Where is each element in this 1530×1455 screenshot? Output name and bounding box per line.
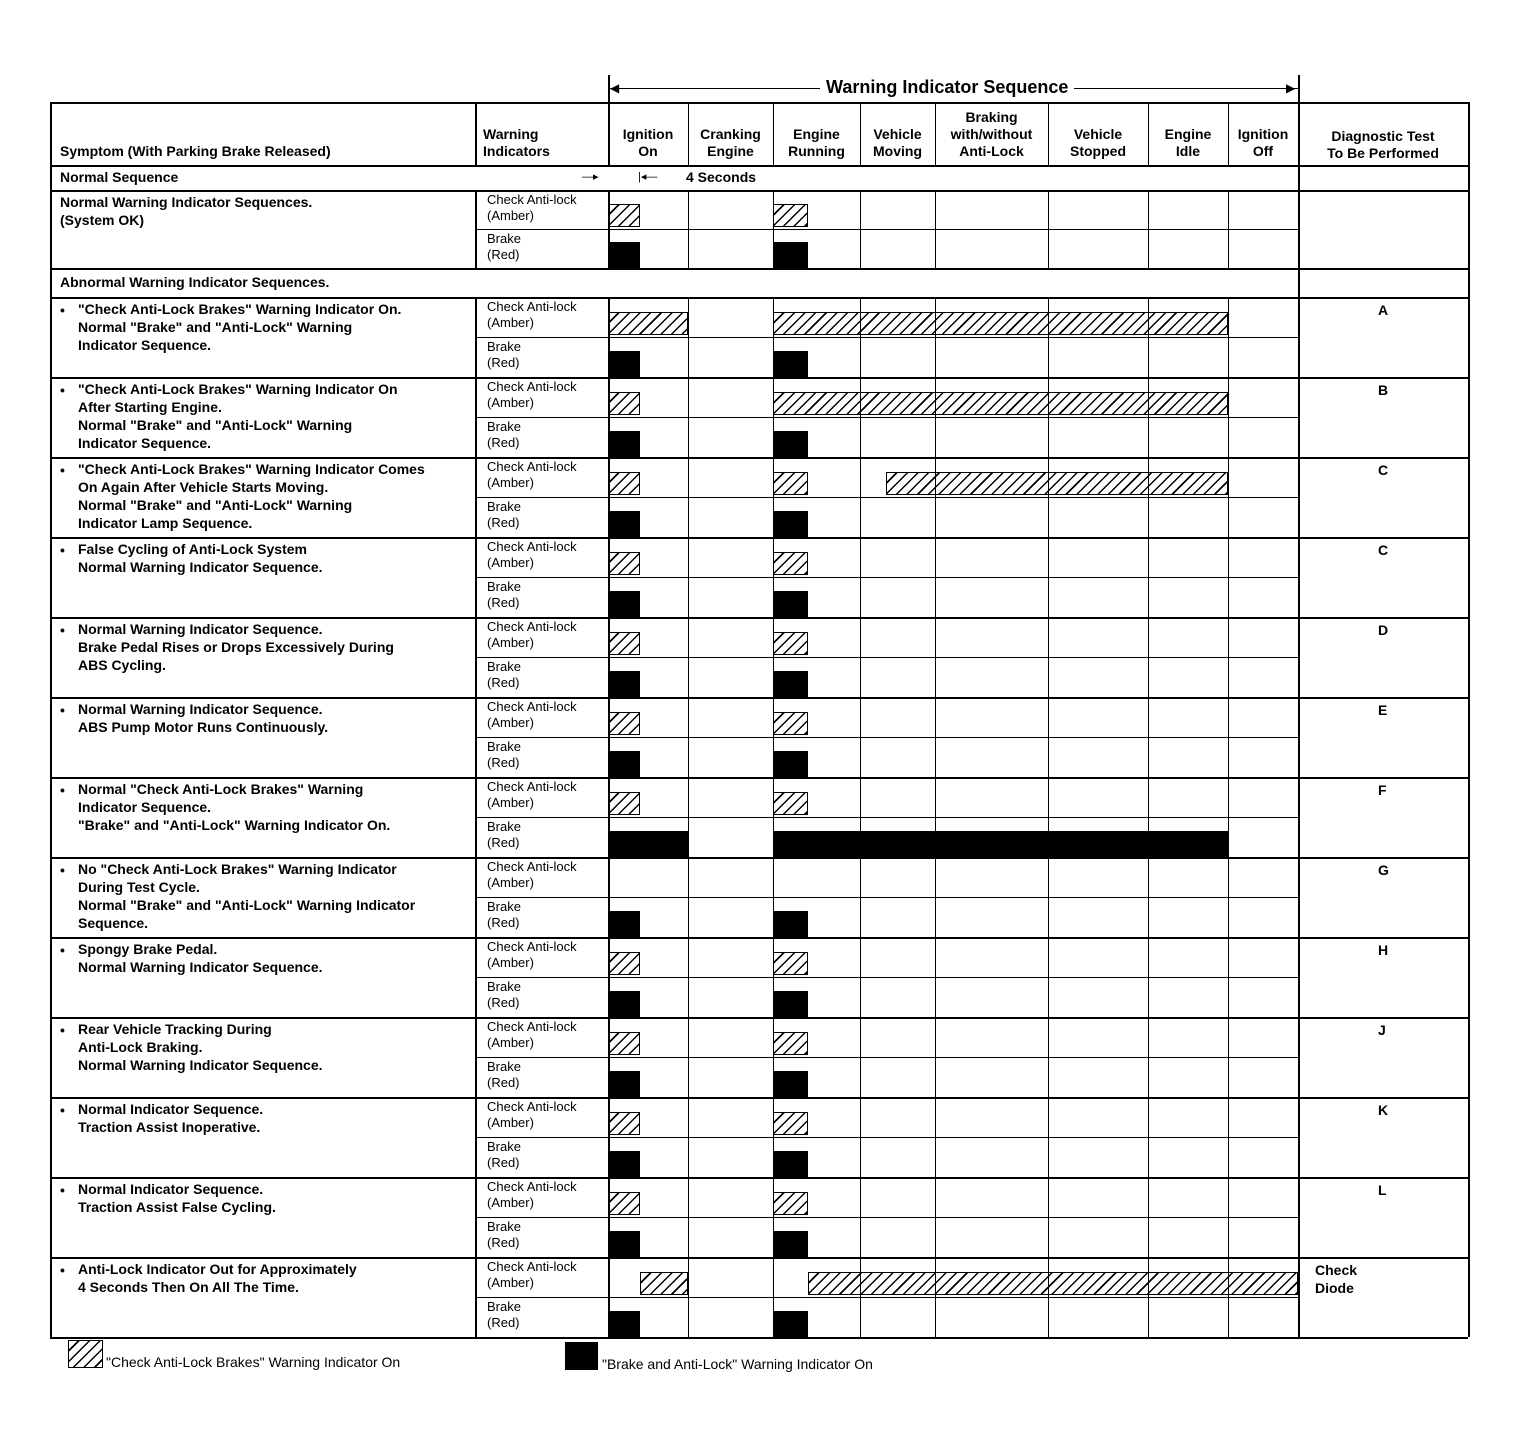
- phase-divider: [1228, 857, 1229, 937]
- header-phase: Cranking Engine: [700, 126, 761, 159]
- red-indicator-bar: [608, 1151, 640, 1177]
- sub-row-divider: [475, 1137, 1298, 1138]
- phase-divider: [1048, 297, 1049, 377]
- phase-divider: [773, 1177, 774, 1257]
- phase-divider: [1048, 617, 1049, 697]
- amber-indicator-bar: [608, 1192, 640, 1215]
- bullet-icon: •: [60, 782, 65, 798]
- symptom-text: Normal Indicator Sequence. Traction Assist False Cycling.: [78, 1181, 276, 1215]
- amber-indicator-bar: [640, 1272, 688, 1295]
- bullet-icon: •: [60, 1262, 65, 1278]
- amber-indicator-bar: [773, 1032, 808, 1055]
- row-divider: [50, 937, 1468, 939]
- column-divider: [475, 102, 477, 165]
- symptom-text: False Cycling of Anti-Lock System Normal Warning Indicator Sequence.: [78, 541, 323, 575]
- red-indicator-bar: [773, 1151, 808, 1177]
- red-indicator-bar: [773, 431, 808, 457]
- red-indicator-bar: [608, 671, 640, 697]
- sequence-title: Warning Indicator Sequence: [820, 77, 1074, 98]
- phase-divider: [773, 537, 774, 617]
- phase-divider: [1048, 1097, 1049, 1177]
- amber-indicator-bar: [773, 1112, 808, 1135]
- phase-divider: [1048, 537, 1049, 617]
- phase-divider: [1228, 1177, 1229, 1257]
- phase-divider: [1228, 297, 1229, 377]
- header-indicators: Warning Indicators: [483, 126, 550, 159]
- row-divider: [50, 1177, 1468, 1179]
- amber-indicator-bar: [608, 712, 640, 735]
- phase-divider: [935, 102, 936, 165]
- phase-divider: [1228, 1257, 1229, 1337]
- amber-indicator-bar: [773, 632, 808, 655]
- red-indicator-bar: [773, 511, 808, 537]
- phase-divider: [688, 537, 689, 617]
- bullet-icon: •: [60, 622, 65, 638]
- red-indicator-bar: [773, 1231, 808, 1257]
- row-divider: [50, 297, 1468, 299]
- abnormal-sequence-label: Abnormal Warning Indicator Sequences.: [60, 274, 330, 290]
- column-divider: [1468, 102, 1470, 1337]
- arrow-right-icon: ▶: [1286, 81, 1296, 95]
- phase-divider: [773, 857, 774, 937]
- phase-divider: [688, 937, 689, 1017]
- bullet-icon: •: [60, 942, 65, 958]
- symptom-text: "Check Anti-Lock Brakes" Warning Indicator Comes On Again After Vehicle Starts Moving. Normal "Brake" and "Anti-Lock" Warning Indicator Lamp Sequence.: [78, 461, 425, 531]
- header-phase: Engine Idle: [1164, 126, 1212, 159]
- sub-row-divider: [475, 1217, 1298, 1218]
- red-indicator-bar: [773, 242, 808, 268]
- phase-divider: [688, 102, 689, 165]
- symptom-text: Anti-Lock Indicator Out for Approximately 4 Seconds Then On All The Time.: [78, 1261, 357, 1295]
- indicator-amber-label: Check Anti-lock (Amber): [487, 539, 577, 570]
- symptom-text: Normal "Check Anti-Lock Brakes" Warning Indicator Sequence. "Brake" and "Anti-Lock" Warning Indicator On.: [78, 781, 391, 833]
- symptom-text: No "Check Anti-Lock Brakes" Warning Indicator During Test Cycle. Normal "Brake" and "Anti-Lock" Warning Indicator Sequence.: [78, 861, 416, 931]
- amber-indicator-bar: [808, 1272, 1298, 1295]
- indicator-amber-label: Check Anti-lock (Amber): [487, 459, 577, 490]
- phase-divider: [860, 1257, 861, 1337]
- phase-divider: [1148, 1017, 1149, 1097]
- row-divider: [50, 165, 1468, 167]
- phase-divider: [935, 537, 936, 617]
- phase-divider: [688, 190, 689, 268]
- amber-indicator-bar: [773, 1192, 808, 1215]
- indicator-amber-label: Check Anti-lock (Amber): [487, 1099, 577, 1130]
- header-phase: Ignition On: [622, 126, 674, 159]
- phase-divider: [935, 1177, 936, 1257]
- sub-row-divider: [475, 577, 1298, 578]
- phase-divider: [773, 190, 774, 268]
- phase-divider: [1228, 617, 1229, 697]
- legend-solid-swatch: [565, 1342, 598, 1370]
- header-phase: Vehicle Stopped: [1070, 126, 1126, 159]
- sub-row-divider: [475, 737, 1298, 738]
- phase-divider: [688, 697, 689, 777]
- amber-indicator-bar: [608, 792, 640, 815]
- bullet-icon: •: [60, 1182, 65, 1198]
- phase-divider: [773, 697, 774, 777]
- red-indicator-bar: [608, 1311, 640, 1337]
- amber-indicator-bar: [608, 1112, 640, 1135]
- red-indicator-bar: [773, 351, 808, 377]
- indicator-red-label: Brake (Red): [487, 739, 521, 770]
- phase-divider: [1228, 457, 1229, 537]
- diagnostic-test: E: [1378, 702, 1388, 718]
- diagnostic-test: C: [1378, 462, 1389, 478]
- phase-divider: [1148, 857, 1149, 937]
- phase-divider: [688, 1177, 689, 1257]
- indicator-red-label: Brake (Red): [487, 899, 521, 930]
- phase-divider: [1228, 777, 1229, 857]
- diagnostic-test: F: [1378, 782, 1387, 798]
- amber-indicator-bar: [608, 1032, 640, 1055]
- indicator-amber-label: Check Anti-lock (Amber): [487, 1259, 577, 1290]
- sub-row-divider: [475, 1057, 1298, 1058]
- column-divider: [608, 102, 610, 165]
- phase-divider: [773, 937, 774, 1017]
- symptom-text: Normal Warning Indicator Sequence. ABS Pump Motor Runs Continuously.: [78, 701, 329, 735]
- amber-indicator-bar: [773, 312, 1228, 335]
- sequence-end-tick: [1298, 75, 1300, 103]
- indicator-red-label: Brake (Red): [487, 419, 521, 450]
- amber-indicator-bar: [608, 632, 640, 655]
- bullet-icon: •: [60, 1102, 65, 1118]
- sub-row-divider: [475, 657, 1298, 658]
- phase-divider: [1048, 457, 1049, 537]
- amber-indicator-bar: [608, 952, 640, 975]
- red-indicator-bar: [773, 1071, 808, 1097]
- phase-divider: [860, 857, 861, 937]
- phase-divider: [860, 537, 861, 617]
- phase-divider: [860, 617, 861, 697]
- phase-divider: [935, 190, 936, 268]
- bullet-icon: •: [60, 862, 65, 878]
- amber-indicator-bar: [608, 392, 640, 415]
- sub-row-divider: [475, 497, 1298, 498]
- bullet-icon: •: [60, 302, 65, 318]
- phase-divider: [860, 1177, 861, 1257]
- phase-divider: [935, 777, 936, 857]
- phase-divider: [773, 617, 774, 697]
- bullet-icon: •: [60, 1022, 65, 1038]
- amber-indicator-bar: [773, 472, 808, 495]
- phase-divider: [1148, 1097, 1149, 1177]
- red-indicator-bar: [608, 511, 640, 537]
- phase-divider: [935, 1017, 936, 1097]
- red-indicator-bar: [608, 591, 640, 617]
- sub-row-divider: [475, 417, 1298, 418]
- amber-indicator-bar: [773, 204, 808, 227]
- phase-divider: [935, 457, 936, 537]
- phase-divider: [1048, 857, 1049, 937]
- phase-divider: [935, 297, 936, 377]
- amber-indicator-bar: [773, 792, 808, 815]
- phase-divider: [1048, 697, 1049, 777]
- phase-divider: [688, 1017, 689, 1097]
- phase-divider: [773, 102, 774, 165]
- indicator-red-label: Brake (Red): [487, 1219, 521, 1250]
- indicator-red-label: Brake (Red): [487, 339, 521, 370]
- indicator-amber-label: Check Anti-lock (Amber): [487, 779, 577, 810]
- header-phase: Ignition Off: [1237, 126, 1289, 159]
- symptom-text: "Check Anti-Lock Brakes" Warning Indicator On. Normal "Brake" and "Anti-Lock" Warning Indicator Sequence.: [78, 301, 402, 353]
- arrow-left-icon: ◀: [610, 81, 620, 95]
- phase-divider: [773, 1097, 774, 1177]
- indicator-red-label: Brake (Red): [487, 499, 521, 530]
- row-divider: [50, 377, 1468, 379]
- bullet-icon: •: [60, 542, 65, 558]
- four-seconds-label: 4 Seconds: [686, 169, 757, 185]
- phase-divider: [1148, 1177, 1149, 1257]
- phase-divider: [688, 1097, 689, 1177]
- amber-indicator-bar: [608, 472, 640, 495]
- red-indicator-bar: [608, 991, 640, 1017]
- indicator-amber-label: Check Anti-lock (Amber): [487, 859, 577, 890]
- phase-divider: [935, 617, 936, 697]
- indicator-red-label: Brake (Red): [487, 979, 521, 1010]
- phase-divider: [1148, 457, 1149, 537]
- header-symptom: Symptom (With Parking Brake Released): [60, 143, 331, 159]
- symptom-text: Rear Vehicle Tracking During Anti-Lock Braking. Normal Warning Indicator Sequence.: [78, 1021, 323, 1073]
- phase-divider: [860, 777, 861, 857]
- phase-divider: [688, 857, 689, 937]
- row-divider: [50, 1257, 1468, 1259]
- phase-divider: [1048, 1177, 1049, 1257]
- diagnostic-test: A: [1378, 302, 1389, 318]
- phase-divider: [860, 457, 861, 537]
- red-indicator-bar: [608, 1231, 640, 1257]
- diagnostic-test: C: [1378, 542, 1389, 558]
- diagnostic-test: L: [1378, 1182, 1387, 1198]
- phase-divider: [1148, 1257, 1149, 1337]
- phase-divider: [1148, 937, 1149, 1017]
- indicator-amber-label: Check Anti-lock (Amber): [487, 619, 577, 650]
- phase-divider: [860, 1097, 861, 1177]
- phase-divider: [1048, 190, 1049, 268]
- diagnostic-test: B: [1378, 382, 1389, 398]
- bullet-icon: •: [60, 382, 65, 398]
- phase-divider: [1148, 102, 1149, 165]
- phase-divider: [935, 697, 936, 777]
- phase-divider: [860, 190, 861, 268]
- amber-indicator-bar: [608, 552, 640, 575]
- phase-divider: [860, 937, 861, 1017]
- phase-divider: [688, 617, 689, 697]
- phase-divider: [1228, 102, 1229, 165]
- row-divider: [50, 457, 1468, 459]
- red-indicator-bar: [773, 591, 808, 617]
- phase-divider: [935, 1257, 936, 1337]
- row-divider: [50, 777, 1468, 779]
- amber-indicator-bar: [773, 952, 808, 975]
- phase-divider: [1228, 1097, 1229, 1177]
- phase-divider: [1148, 537, 1149, 617]
- red-indicator-bar: [608, 242, 640, 268]
- legend-hatched-swatch: [68, 1340, 103, 1368]
- indicator-red-label: Brake (Red): [487, 1139, 521, 1170]
- phase-divider: [935, 937, 936, 1017]
- sub-row-divider: [475, 977, 1298, 978]
- diagnostic-test: D: [1378, 622, 1389, 638]
- normal-sequence-label: Normal Sequence: [60, 169, 179, 185]
- phase-divider: [773, 777, 774, 857]
- phase-divider: [1228, 937, 1229, 1017]
- symptom-text: Normal Warning Indicator Sequence. Brake Pedal Rises or Drops Excessively During ABS Cycling.: [78, 621, 394, 673]
- amber-indicator-bar: [608, 312, 688, 335]
- indicator-red-label: Brake (Red): [487, 819, 521, 850]
- row-divider: [50, 697, 1468, 699]
- column-divider: [475, 190, 477, 268]
- red-indicator-bar: [773, 671, 808, 697]
- phase-divider: [688, 377, 689, 457]
- symptom-text: "Check Anti-Lock Brakes" Warning Indicator On After Starting Engine. Normal "Brake" and "Anti-Lock" Warning Indicator Sequence.: [78, 381, 398, 451]
- phase-divider: [773, 1017, 774, 1097]
- legend-hatched-label: "Check Anti-Lock Brakes" Warning Indicator On: [106, 1354, 401, 1370]
- phase-divider: [860, 377, 861, 457]
- indicator-amber-label: Check Anti-lock (Amber): [487, 699, 577, 730]
- symptom-text: Normal Warning Indicator Sequences. (System OK): [60, 194, 313, 228]
- diagnostic-test: K: [1378, 1102, 1389, 1118]
- phase-divider: [688, 1257, 689, 1337]
- row-divider: [50, 1097, 1468, 1099]
- symptom-text: Spongy Brake Pedal. Normal Warning Indicator Sequence.: [78, 941, 323, 975]
- phase-divider: [1048, 102, 1049, 165]
- legend-solid-label: "Brake and Anti-Lock" Warning Indicator On: [602, 1356, 873, 1372]
- indicator-red-label: Brake (Red): [487, 659, 521, 690]
- phase-divider: [1148, 617, 1149, 697]
- phase-divider: [1148, 377, 1149, 457]
- red-indicator-bar: [608, 751, 640, 777]
- amber-indicator-bar: [773, 392, 1228, 415]
- four-seconds-marker: |◂—: [638, 171, 658, 183]
- phase-divider: [1048, 937, 1049, 1017]
- header-phase: Vehicle Moving: [873, 126, 922, 159]
- row-divider: [50, 190, 1468, 192]
- phase-divider: [773, 457, 774, 537]
- row-divider: [50, 1017, 1468, 1019]
- red-indicator-bar: [773, 1311, 808, 1337]
- diagnostic-test: G: [1378, 862, 1389, 878]
- phase-divider: [1228, 537, 1229, 617]
- phase-divider: [1048, 777, 1049, 857]
- arrow-right-icon: —▸: [582, 171, 599, 183]
- header-phase: Engine Running: [788, 126, 845, 159]
- phase-divider: [1148, 297, 1149, 377]
- phase-divider: [688, 777, 689, 857]
- red-indicator-bar: [608, 431, 640, 457]
- sub-row-divider: [475, 337, 1298, 338]
- phase-divider: [1228, 190, 1229, 268]
- phase-divider: [1148, 190, 1149, 268]
- phase-divider: [773, 377, 774, 457]
- phase-divider: [773, 1257, 774, 1337]
- phase-divider: [1048, 1257, 1049, 1337]
- indicator-amber-label: Check Anti-lock (Amber): [487, 1179, 577, 1210]
- indicator-amber-label: Check Anti-lock (Amber): [487, 939, 577, 970]
- phase-divider: [1228, 1017, 1229, 1097]
- phase-divider: [935, 377, 936, 457]
- indicator-red-label: Brake (Red): [487, 579, 521, 610]
- row-divider: [50, 857, 1468, 859]
- diagnostic-test: J: [1378, 1022, 1386, 1038]
- header-phase: Braking with/without Anti-Lock: [950, 109, 1033, 159]
- phase-divider: [860, 297, 861, 377]
- phase-divider: [688, 297, 689, 377]
- phase-divider: [1228, 377, 1229, 457]
- phase-divider: [773, 297, 774, 377]
- column-divider: [1298, 102, 1300, 1337]
- red-indicator-bar: [608, 911, 640, 937]
- amber-indicator-bar: [773, 712, 808, 735]
- sub-row-divider: [475, 1297, 1298, 1298]
- indicator-amber-label: Check Anti-lock (Amber): [487, 379, 577, 410]
- indicator-amber-label: Check Anti-lock (Amber): [487, 299, 577, 330]
- phase-divider: [935, 857, 936, 937]
- red-indicator-bar: [608, 831, 688, 857]
- phase-divider: [1228, 697, 1229, 777]
- indicator-red-label: Brake (Red): [487, 1299, 521, 1330]
- row-divider: [50, 1337, 1468, 1339]
- sub-row-divider: [475, 229, 1298, 230]
- diagnostic-test: H: [1378, 942, 1389, 958]
- column-divider: [608, 190, 610, 268]
- phase-divider: [860, 1017, 861, 1097]
- phase-divider: [1148, 697, 1149, 777]
- sub-row-divider: [475, 897, 1298, 898]
- amber-indicator-bar: [608, 204, 640, 227]
- sub-row-divider: [475, 817, 1298, 818]
- column-divider: [608, 297, 610, 1337]
- red-indicator-bar: [773, 751, 808, 777]
- bullet-icon: •: [60, 462, 65, 478]
- column-divider: [475, 297, 477, 1337]
- red-indicator-bar: [608, 351, 640, 377]
- indicator-red-label: Brake (Red): [487, 231, 521, 262]
- row-divider: [50, 268, 1468, 270]
- indicator-red-label: Brake (Red): [487, 1059, 521, 1090]
- amber-indicator-bar: [886, 472, 1228, 495]
- red-indicator-bar: [773, 991, 808, 1017]
- indicator-amber-label: Check Anti-lock (Amber): [487, 192, 577, 223]
- amber-indicator-bar: [773, 552, 808, 575]
- bullet-icon: •: [60, 702, 65, 718]
- phase-divider: [860, 697, 861, 777]
- column-divider: [50, 102, 52, 1337]
- indicator-amber-label: Check Anti-lock (Amber): [487, 1019, 577, 1050]
- red-indicator-bar: [773, 831, 1228, 857]
- phase-divider: [1048, 377, 1049, 457]
- red-indicator-bar: [608, 1071, 640, 1097]
- red-indicator-bar: [773, 911, 808, 937]
- diagnostic-test: Check Diode: [1315, 1262, 1358, 1296]
- phase-divider: [860, 102, 861, 165]
- phase-divider: [1148, 777, 1149, 857]
- row-divider: [50, 537, 1468, 539]
- symptom-text: Normal Indicator Sequence. Traction Assist Inoperative.: [78, 1101, 264, 1135]
- phase-divider: [688, 457, 689, 537]
- row-divider: [50, 617, 1468, 619]
- header-diagnostic: Diagnostic Test To Be Performed: [1327, 128, 1439, 161]
- phase-divider: [935, 1097, 936, 1177]
- phase-divider: [1048, 1017, 1049, 1097]
- row-divider: [50, 102, 1468, 104]
